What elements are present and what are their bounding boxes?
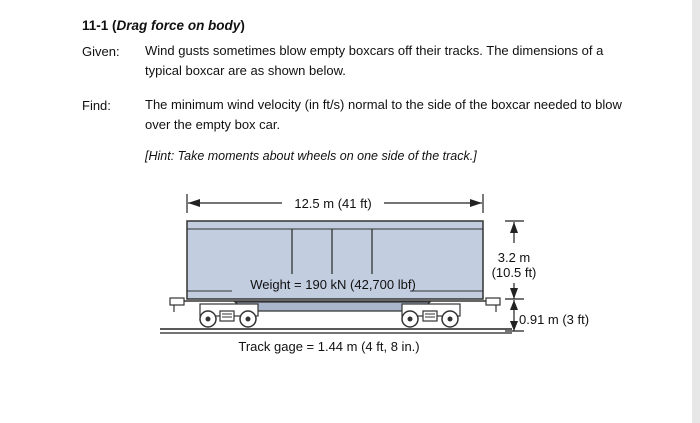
height-label-line-1: 3.2 m <box>497 250 531 265</box>
weight-label: Weight = 190 kN (42,700 lbf) <box>250 277 416 292</box>
right-truck <box>402 304 460 327</box>
problem-number: 11-1 <box>82 18 109 33</box>
gage-label: Track gage = 1.44 m (4 ft, 8 in.) <box>238 339 420 354</box>
problem-topic: Drag force on body <box>116 18 241 33</box>
problem-title: 11-1 (Drag force on body) <box>82 18 245 33</box>
left-truck <box>200 304 258 327</box>
length-label: 12.5 m (41 ft) <box>294 196 372 211</box>
track-rails <box>160 329 512 333</box>
find-label: Find: <box>82 98 111 113</box>
given-line-2: typical boxcar are as shown below. <box>145 63 346 78</box>
find-line-1: The minimum wind velocity (in ft/s) normal to the side of the boxcar needed to blow <box>145 97 622 112</box>
find-line-2: over the empty box car. <box>145 117 281 132</box>
height-dimension <box>492 221 537 299</box>
clearance-label: 0.91 m (3 ft) <box>519 312 590 327</box>
given-label: Given: <box>82 44 120 59</box>
boxcar-body <box>187 221 483 299</box>
given-line-1: Wind gusts sometimes blow empty boxcars off their tracks. The dimensions of a <box>145 43 604 58</box>
length-dimension <box>187 194 483 213</box>
height-label-line-2: (10.5 ft) <box>491 265 537 280</box>
clearance-dimension <box>505 300 589 331</box>
hint-text: [Hint: Take moments about wheels on one side of the track.] <box>145 149 477 163</box>
